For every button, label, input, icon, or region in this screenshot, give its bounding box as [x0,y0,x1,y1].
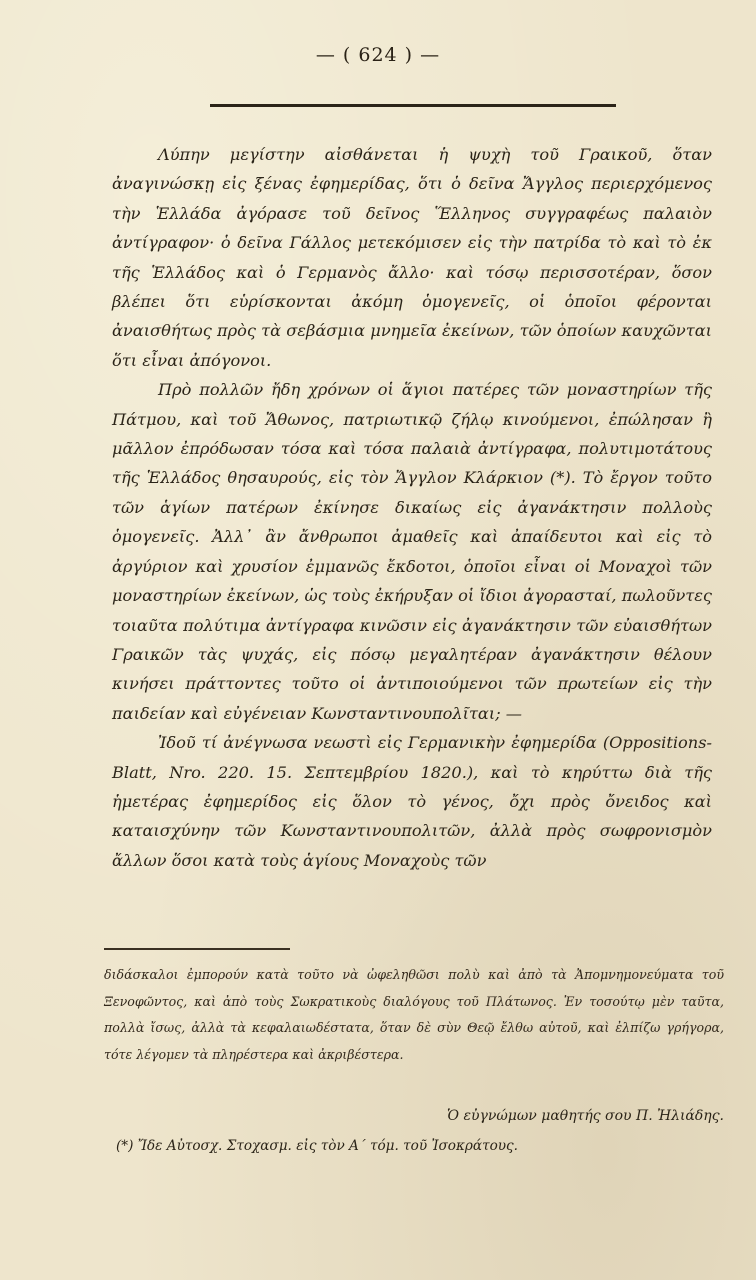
main-text [112,140,712,875]
header-rule [210,104,616,107]
paragraph-3: Ἰδοῦ τί ἀνέγνωσα νεωστὶ εἰς Γερμανικὴν ἐφημερίδα (Oppositions-Blatt, Nro. 220. 15. Σεπτεμβρίου 1820.), καὶ τὸ κηρύττω διὰ τῆς ἡμετέρας ἐφημερίδος εἰς ὅλον τὸ γένος, ὄχι πρὸς ὄνειδος καὶ καταισχύνην τῶν Κωνσταντινουπολιτῶν, ἀλλὰ πρὸς σωφρονισμὸν ἄλλων ὅσοι κατὰ τοὺς ἁγίους Μοναχοὺς τῶν [112,733,712,870]
paragraph-2: Πρὸ πολλῶν ἤδη χρόνων οἱ ἅγιοι πατέρες τῶν μοναστηρίων τῆς Πάτμου, καὶ τοῦ Ἄθωνος, πατριωτικῷ ζήλῳ κινούμενοι, ἐπώλησαν ἢ μᾶλλον ἐπρόδωσαν τόσα καὶ τόσα παλαιὰ ἀντίγραφα, πολυτιμοτάτους τῆς Ἑλλάδος θησαυρούς, εἰς τὸν Ἄγγλον Κλάρκιον (*). Τὸ ἔργον τοῦτο τῶν ἁγίων πατέρων ἐκίνησε δικαίως εἰς ἀγανάκτησιν πολλοὺς ὁμογενεῖς. Ἀλλ᾽ ἂν ἄνθρωποι ἀμαθεῖς καὶ ἀπαίδευτοι καὶ εἰς τὸ ἀργύριον καὶ χρυσίον ἐμμανῶς ἔκδοτοι, ὁποῖοι εἶναι οἱ Μοναχοὶ τῶν μοναστηρίων ἐκείνων, ὡς τοὺς ἐκήρυξαν οἱ ἴδιοι ἀγορασταί, πωλοῦντες τοιαῦτα πολύτιμα ἀντίγραφα κινῶσιν εἰς ἀγανάκτησιν τῶν εὐαισθήτων Γραικῶν τὰς ψυχάς, εἰς πόσῳ μεγαλητέραν ἀγανάκτησιν θέλουν κινήσει πράττοντες τοῦτο οἱ ἀντιποιούμενοι τῶν πρωτείων εἰς τὴν παιδείαν καὶ εὐγένειαν Κωνσταντινουπολῖται; — [112,380,712,723]
footnote-asterisk: (*) Ἴδε Αὐτοσχ. Στοχασμ. εἰς τὸν Α´ τόμ. τοῦ Ἰσοκράτους. [116,1138,518,1154]
page-number: — ( 624 ) — [315,44,441,66]
signature: Ὁ εὐγνώμων μαθητής σου Π. Ἠλιάδης. [446,1108,724,1124]
paragraph-1: Λύπην μεγίστην αἰσθάνεται ἡ ψυχὴ τοῦ Γραικοῦ, ὅταν ἀναγινώσκῃ εἰς ξένας ἐφημερίδας, ὅτι ὁ δεῖνα Ἄγγλος περιερχόμενος τὴν Ἑλλάδα ἀγόρασε τοῦ δεῖνος Ἕλληνος συγγραφέως παλαιὸν ἀντίγραφον· ὁ δεῖνα Γάλλος μετεκόμισεν εἰς τὴν πατρίδα τὸ καὶ τὸ ἐκ τῆς Ἑλλάδος καὶ ὁ Γερμανὸς ἄλλο· καὶ τόσῳ περισσοτέραν, ὅσον βλέπει ὅτι εὑρίσκονται ἀκόμη ὁμογενεῖς, οἱ ὁποῖοι φέρονται ἀναισθήτως πρὸς τὰ σεβάσμια μνημεῖα ἐκείνων, τῶν ὁποίων καυχῶνται ὅτι εἶναι ἀπόγονοι. [112,145,712,370]
footnote-rule [104,948,290,950]
footnote-continued-text: διδάσκαλοι ἐμπορούν κατὰ τοῦτο νὰ ὠφεληθῶσι πολὺ καὶ ἀπὸ τὰ Ἀπομνημονεύματα τοῦ Ξενοφῶντος, καὶ ἀπὸ τοὺς Σωκρατικοὺς διαλόγους τοῦ Πλάτωνος. Ἐν τοσούτῳ μὲν ταῦτα, πολλὰ ἴσως, ἀλλὰ τὰ κεφαλαιωδέστατα, ὅταν δὲ σὺν Θεῷ ἔλθω αὐτοῦ, καὶ ἐλπίζω γρήγορα, τότε λέγομεν τὰ πληρέστερα καὶ ἀκριβέστερα. [104,967,724,1062]
footnote-continued [104,962,724,1068]
